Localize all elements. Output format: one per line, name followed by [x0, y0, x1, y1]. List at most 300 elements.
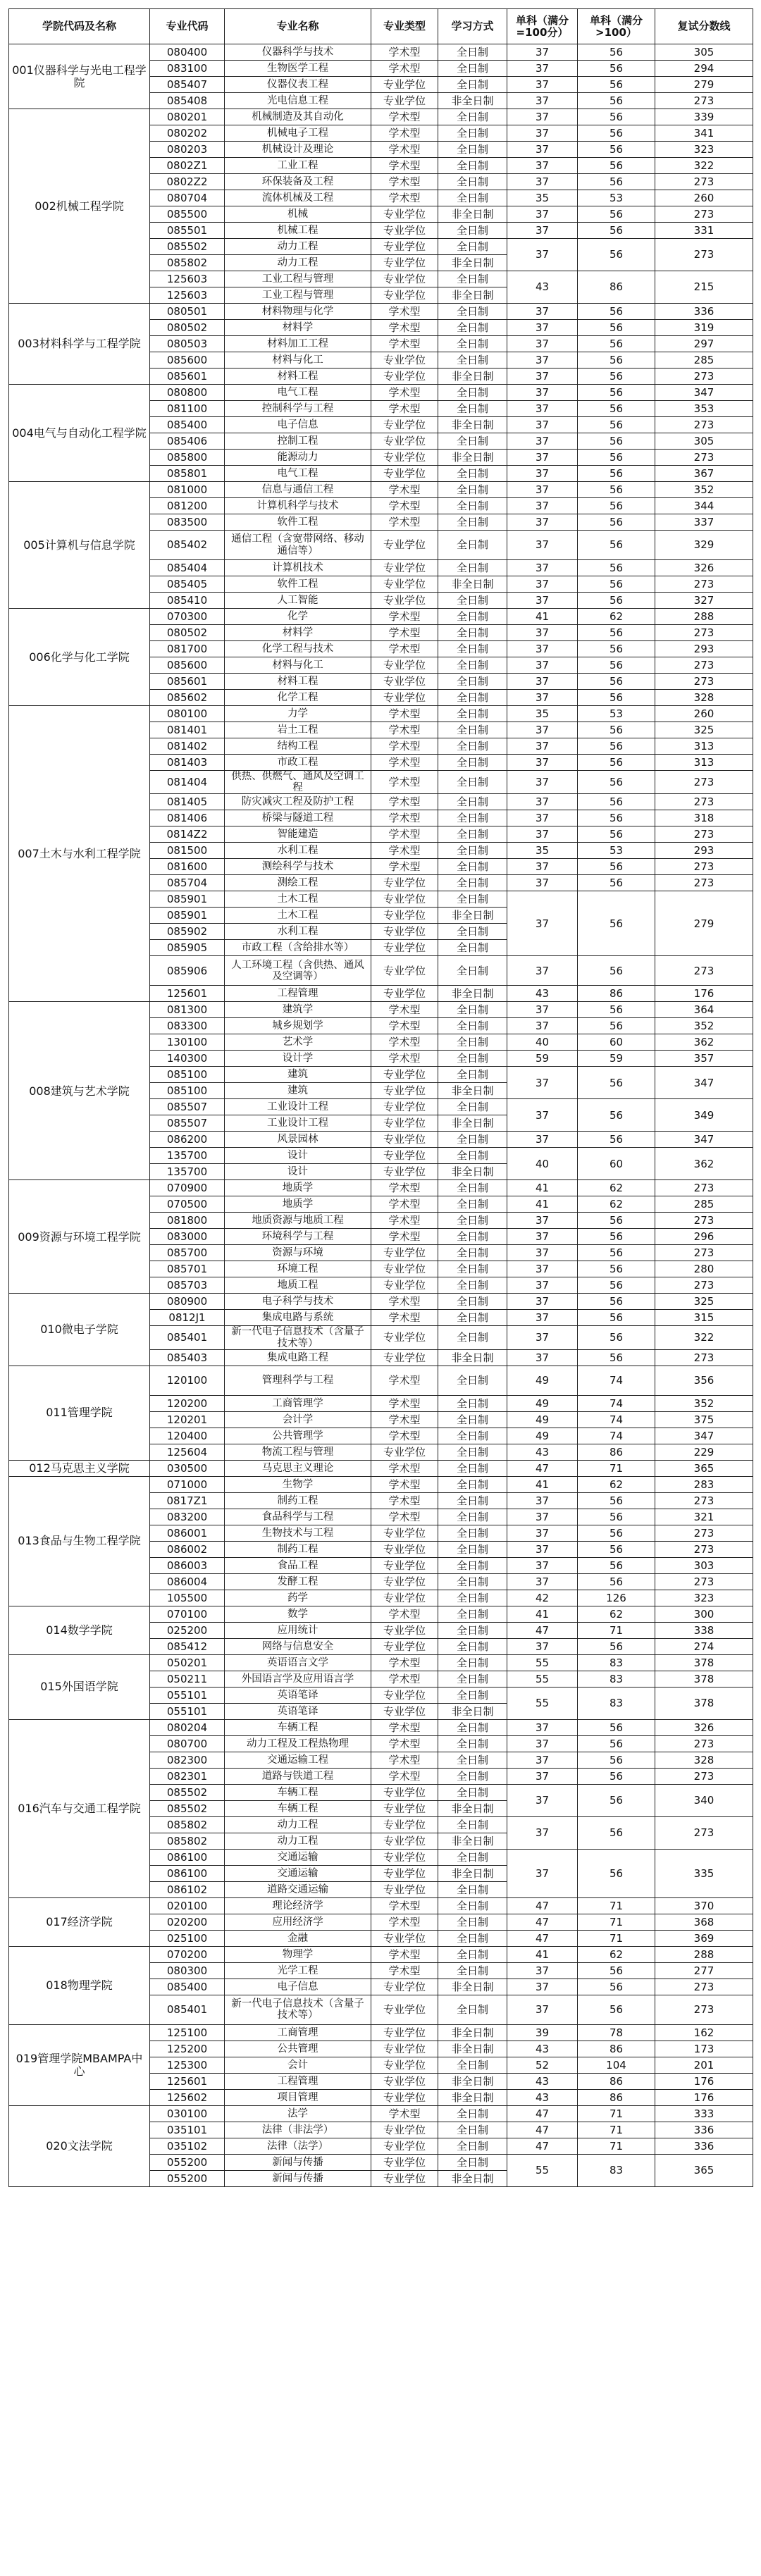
study-mode: 全日制 — [438, 859, 507, 875]
single-subject-over-100: 53 — [578, 190, 655, 206]
single-subject-100: 37 — [507, 1310, 578, 1326]
college-cell: 018物理学院 — [9, 1946, 150, 2024]
single-subject-over-100: 56 — [578, 61, 655, 77]
major-type: 学术型 — [371, 755, 438, 771]
retest-score: 201 — [655, 2057, 753, 2073]
major-code: 140300 — [150, 1051, 225, 1067]
major-code: 080300 — [150, 1962, 225, 1979]
major-type: 学术型 — [371, 336, 438, 352]
table-row — [9, 1719, 753, 1735]
major-type: 学术型 — [371, 1018, 438, 1034]
major-name: 马克思主义理论 — [225, 1460, 371, 1476]
single-subject-over-100: 56 — [578, 1638, 655, 1654]
study-mode: 全日制 — [438, 1245, 507, 1261]
retest-score: 352 — [655, 482, 753, 498]
major-name: 英语笔译 — [225, 1687, 371, 1703]
major-code: 085404 — [150, 560, 225, 576]
retest-score: 273 — [655, 1573, 753, 1590]
single-subject-100: 37 — [507, 1067, 578, 1099]
study-mode: 全日制 — [438, 44, 507, 61]
study-mode: 全日制 — [438, 1366, 507, 1395]
study-mode: 全日制 — [438, 1509, 507, 1525]
major-name: 生物医学工程 — [225, 61, 371, 77]
major-code: 055101 — [150, 1687, 225, 1703]
major-name: 材料与化工 — [225, 657, 371, 674]
study-mode: 全日制 — [438, 657, 507, 674]
major-type: 专业学位 — [371, 1541, 438, 1557]
major-code: 085100 — [150, 1067, 225, 1083]
major-type: 专业学位 — [371, 1573, 438, 1590]
header-retest-score: 复试分数线 — [655, 9, 753, 44]
study-mode: 全日制 — [438, 1816, 507, 1833]
retest-score: 279 — [655, 891, 753, 956]
single-subject-100: 40 — [507, 1148, 578, 1180]
major-code: 081800 — [150, 1213, 225, 1229]
single-subject-over-100: 56 — [578, 576, 655, 593]
major-code: 081406 — [150, 810, 225, 826]
single-subject-over-100: 56 — [578, 109, 655, 125]
major-code: 080800 — [150, 385, 225, 401]
major-type: 学术型 — [371, 1294, 438, 1310]
major-code: 120201 — [150, 1411, 225, 1428]
single-subject-over-100: 56 — [578, 320, 655, 336]
major-code: 020100 — [150, 1897, 225, 1914]
header-major-name: 专业名称 — [225, 9, 371, 44]
major-name: 车辆工程 — [225, 1800, 371, 1816]
retest-score: 273 — [655, 450, 753, 466]
major-code: 085502 — [150, 1784, 225, 1800]
major-type: 学术型 — [371, 61, 438, 77]
major-name: 应用经济学 — [225, 1914, 371, 1930]
retest-score: 273 — [655, 1768, 753, 1784]
major-name: 风景园林 — [225, 1132, 371, 1148]
single-subject-over-100: 56 — [578, 1132, 655, 1148]
study-mode: 全日制 — [438, 1213, 507, 1229]
major-type: 学术型 — [371, 125, 438, 142]
major-name: 地质学 — [225, 1180, 371, 1196]
study-mode: 非全日制 — [438, 287, 507, 304]
retest-score: 273 — [655, 1735, 753, 1752]
single-subject-over-100: 62 — [578, 1196, 655, 1213]
major-name: 交通运输工程 — [225, 1752, 371, 1768]
major-code: 105500 — [150, 1590, 225, 1606]
major-name: 材料物理与化学 — [225, 304, 371, 320]
major-code: 081405 — [150, 794, 225, 810]
major-name: 管理科学与工程 — [225, 1366, 371, 1395]
single-subject-100: 37 — [507, 738, 578, 755]
major-code: 085802 — [150, 1833, 225, 1849]
major-type: 学术型 — [371, 1476, 438, 1492]
single-subject-100: 37 — [507, 482, 578, 498]
retest-score: 378 — [655, 1654, 753, 1671]
major-type: 专业学位 — [371, 593, 438, 609]
major-name: 建筑 — [225, 1083, 371, 1099]
major-code: 085412 — [150, 1638, 225, 1654]
single-subject-100: 41 — [507, 1946, 578, 1962]
study-mode: 非全日制 — [438, 2024, 507, 2041]
major-type: 专业学位 — [371, 1245, 438, 1261]
major-type: 专业学位 — [371, 674, 438, 690]
major-type: 专业学位 — [371, 77, 438, 93]
retest-score: 297 — [655, 336, 753, 352]
major-type: 专业学位 — [371, 1148, 438, 1164]
study-mode: 全日制 — [438, 1444, 507, 1460]
major-type: 专业学位 — [371, 1525, 438, 1541]
retest-score: 375 — [655, 1411, 753, 1428]
table-row — [9, 304, 753, 320]
major-type: 学术型 — [371, 1735, 438, 1752]
single-subject-over-100: 74 — [578, 1428, 655, 1444]
major-type: 学术型 — [371, 1946, 438, 1962]
major-name: 工业工程 — [225, 158, 371, 174]
major-name: 岩土工程 — [225, 722, 371, 738]
study-mode: 全日制 — [438, 223, 507, 239]
major-type: 专业学位 — [371, 657, 438, 674]
major-type: 专业学位 — [371, 1277, 438, 1294]
major-name: 物流工程与管理 — [225, 1444, 371, 1460]
major-code: 035101 — [150, 2122, 225, 2138]
retest-score: 229 — [655, 1444, 753, 1460]
study-mode: 全日制 — [438, 1099, 507, 1115]
major-code: 080502 — [150, 625, 225, 641]
major-type: 专业学位 — [371, 1784, 438, 1800]
retest-score: 364 — [655, 1002, 753, 1018]
single-subject-over-100: 86 — [578, 2073, 655, 2089]
single-subject-over-100: 71 — [578, 1622, 655, 1638]
study-mode: 全日制 — [438, 1914, 507, 1930]
study-mode: 全日制 — [438, 1590, 507, 1606]
retest-score: 162 — [655, 2024, 753, 2041]
major-type: 专业学位 — [371, 417, 438, 433]
major-code: 070200 — [150, 1946, 225, 1962]
major-name: 市政工程（含给排水等） — [225, 940, 371, 956]
study-mode: 非全日制 — [438, 1703, 507, 1719]
major-code: 081403 — [150, 755, 225, 771]
major-code: 085410 — [150, 593, 225, 609]
study-mode: 全日制 — [438, 1395, 507, 1411]
single-subject-over-100: 56 — [578, 875, 655, 891]
retest-score: 273 — [655, 859, 753, 875]
retest-score: 273 — [655, 1277, 753, 1294]
major-name: 电子科学与技术 — [225, 1294, 371, 1310]
single-subject-100: 37 — [507, 875, 578, 891]
study-mode: 全日制 — [438, 514, 507, 531]
major-code: 050201 — [150, 1654, 225, 1671]
major-name: 环境工程 — [225, 1261, 371, 1277]
single-subject-over-100: 56 — [578, 1261, 655, 1277]
college-cell: 006化学与化工学院 — [9, 609, 150, 706]
single-subject-over-100: 56 — [578, 738, 655, 755]
major-name: 工商管理学 — [225, 1395, 371, 1411]
single-subject-100: 37 — [507, 690, 578, 706]
retest-score: 322 — [655, 1326, 753, 1349]
major-code: 085700 — [150, 1245, 225, 1261]
major-name: 集成电路工程 — [225, 1349, 371, 1366]
major-name: 动力工程 — [225, 1833, 371, 1849]
major-name: 理论经济学 — [225, 1897, 371, 1914]
single-subject-100: 41 — [507, 1476, 578, 1492]
major-type: 专业学位 — [371, 940, 438, 956]
retest-score: 370 — [655, 1897, 753, 1914]
retest-score: 331 — [655, 223, 753, 239]
single-subject-over-100: 83 — [578, 1654, 655, 1671]
single-subject-100: 37 — [507, 239, 578, 271]
single-subject-100: 43 — [507, 2089, 578, 2105]
college-cell: 008建筑与艺术学院 — [9, 1002, 150, 1180]
single-subject-over-100: 56 — [578, 891, 655, 956]
single-subject-100: 43 — [507, 2041, 578, 2057]
major-code: 085901 — [150, 908, 225, 924]
major-type: 学术型 — [371, 1606, 438, 1622]
major-type: 学术型 — [371, 1196, 438, 1213]
single-subject-over-100: 62 — [578, 1476, 655, 1492]
study-mode: 全日制 — [438, 826, 507, 843]
major-code: 071000 — [150, 1476, 225, 1492]
retest-score: 273 — [655, 1180, 753, 1196]
retest-score: 296 — [655, 1229, 753, 1245]
single-subject-100: 37 — [507, 142, 578, 158]
retest-score: 353 — [655, 401, 753, 417]
single-subject-over-100: 83 — [578, 1687, 655, 1719]
single-subject-over-100: 62 — [578, 1606, 655, 1622]
single-subject-100: 37 — [507, 1132, 578, 1148]
major-code: 120100 — [150, 1366, 225, 1395]
table-row — [9, 482, 753, 498]
college-cell: 019管理学院MBAMPA中心 — [9, 2024, 150, 2105]
retest-score: 273 — [655, 1816, 753, 1849]
major-name: 材料与化工 — [225, 352, 371, 369]
study-mode: 非全日制 — [438, 1865, 507, 1881]
retest-score: 328 — [655, 1752, 753, 1768]
study-mode: 全日制 — [438, 843, 507, 859]
college-cell: 003材料科学与工程学院 — [9, 304, 150, 385]
major-type: 学术型 — [371, 1654, 438, 1671]
single-subject-100: 55 — [507, 1671, 578, 1687]
major-code: 125601 — [150, 986, 225, 1002]
major-name: 控制工程 — [225, 433, 371, 450]
major-type: 学术型 — [371, 826, 438, 843]
major-type: 学术型 — [371, 1897, 438, 1914]
major-code: 050211 — [150, 1671, 225, 1687]
major-type: 专业学位 — [371, 690, 438, 706]
major-code: 125200 — [150, 2041, 225, 2057]
major-code: 085401 — [150, 1326, 225, 1349]
table-row — [9, 2105, 753, 2122]
major-name: 交通运输 — [225, 1865, 371, 1881]
single-subject-over-100: 56 — [578, 1735, 655, 1752]
major-code: 120400 — [150, 1428, 225, 1444]
major-code: 081200 — [150, 498, 225, 514]
single-subject-over-100: 56 — [578, 352, 655, 369]
study-mode: 全日制 — [438, 531, 507, 560]
single-subject-over-100: 56 — [578, 560, 655, 576]
major-code: 035102 — [150, 2138, 225, 2154]
single-subject-over-100: 71 — [578, 1930, 655, 1946]
study-mode: 全日制 — [438, 794, 507, 810]
single-subject-100: 42 — [507, 1590, 578, 1606]
single-subject-100: 37 — [507, 1294, 578, 1310]
major-type: 专业学位 — [371, 255, 438, 271]
header-major-code: 专业代码 — [150, 9, 225, 44]
single-subject-100: 37 — [507, 514, 578, 531]
major-type: 专业学位 — [371, 287, 438, 304]
major-name: 食品科学与工程 — [225, 1509, 371, 1525]
single-subject-100: 37 — [507, 1768, 578, 1784]
major-name: 材料工程 — [225, 369, 371, 385]
single-subject-over-100: 126 — [578, 1590, 655, 1606]
major-code: 080100 — [150, 706, 225, 722]
retest-score: 176 — [655, 2073, 753, 2089]
single-subject-100: 37 — [507, 1245, 578, 1261]
major-name: 生物学 — [225, 1476, 371, 1492]
single-subject-over-100: 56 — [578, 1962, 655, 1979]
study-mode: 全日制 — [438, 385, 507, 401]
major-name: 法学 — [225, 2105, 371, 2122]
major-name: 公共管理 — [225, 2041, 371, 2057]
major-type: 专业学位 — [371, 1865, 438, 1881]
study-mode: 全日制 — [438, 2138, 507, 2154]
single-subject-100: 37 — [507, 1213, 578, 1229]
study-mode: 非全日制 — [438, 417, 507, 433]
major-type: 学术型 — [371, 609, 438, 625]
single-subject-over-100: 56 — [578, 593, 655, 609]
retest-score: 273 — [655, 239, 753, 271]
single-subject-over-100: 56 — [578, 433, 655, 450]
major-type: 专业学位 — [371, 1979, 438, 1995]
study-mode: 全日制 — [438, 1557, 507, 1573]
study-mode: 全日制 — [438, 352, 507, 369]
study-mode: 全日制 — [438, 625, 507, 641]
major-type: 专业学位 — [371, 2073, 438, 2089]
single-subject-over-100: 56 — [578, 482, 655, 498]
study-mode: 全日制 — [438, 674, 507, 690]
major-type: 学术型 — [371, 158, 438, 174]
retest-score: 285 — [655, 352, 753, 369]
single-subject-over-100: 56 — [578, 1995, 655, 2024]
single-subject-100: 37 — [507, 223, 578, 239]
single-subject-over-100: 56 — [578, 956, 655, 986]
major-name: 计算机技术 — [225, 560, 371, 576]
major-code: 125100 — [150, 2024, 225, 2041]
study-mode: 非全日制 — [438, 369, 507, 385]
study-mode: 非全日制 — [438, 450, 507, 466]
major-type: 专业学位 — [371, 1849, 438, 1865]
study-mode: 全日制 — [438, 1946, 507, 1962]
study-mode: 全日制 — [438, 158, 507, 174]
retest-score: 328 — [655, 690, 753, 706]
header-college: 学院代码及名称 — [9, 9, 150, 44]
study-mode: 全日制 — [438, 690, 507, 706]
retest-score: 273 — [655, 369, 753, 385]
study-mode: 全日制 — [438, 1671, 507, 1687]
major-name: 人工环境工程（含供热、通风及空调等） — [225, 956, 371, 986]
major-type: 专业学位 — [371, 1800, 438, 1816]
major-name: 供热、供燃气、通风及空调工程 — [225, 771, 371, 794]
single-subject-100: 40 — [507, 1034, 578, 1051]
single-subject-100: 37 — [507, 369, 578, 385]
major-code: 025100 — [150, 1930, 225, 1946]
single-subject-over-100: 71 — [578, 1460, 655, 1476]
major-name: 集成电路与系统 — [225, 1310, 371, 1326]
major-code: 0812J1 — [150, 1310, 225, 1326]
study-mode: 全日制 — [438, 1067, 507, 1083]
major-code: 085507 — [150, 1099, 225, 1115]
single-subject-100: 47 — [507, 2138, 578, 2154]
major-type: 专业学位 — [371, 2041, 438, 2057]
major-code: 081600 — [150, 859, 225, 875]
major-type: 专业学位 — [371, 2122, 438, 2138]
major-name: 动力工程 — [225, 255, 371, 271]
retest-score: 336 — [655, 304, 753, 320]
single-subject-over-100: 56 — [578, 1509, 655, 1525]
major-code: 085408 — [150, 93, 225, 109]
major-name: 仪器仪表工程 — [225, 77, 371, 93]
major-code: 081100 — [150, 401, 225, 417]
major-code: 083300 — [150, 1018, 225, 1034]
major-type: 学术型 — [371, 174, 438, 190]
major-code: 070500 — [150, 1196, 225, 1213]
single-subject-over-100: 86 — [578, 2041, 655, 2057]
study-mode: 全日制 — [438, 1294, 507, 1310]
major-code: 081402 — [150, 738, 225, 755]
major-code: 085906 — [150, 956, 225, 986]
retest-score: 344 — [655, 498, 753, 514]
single-subject-100: 37 — [507, 77, 578, 93]
retest-score: 273 — [655, 174, 753, 190]
major-type: 学术型 — [371, 320, 438, 336]
study-mode: 全日制 — [438, 1638, 507, 1654]
major-type: 专业学位 — [371, 271, 438, 287]
major-code: 020200 — [150, 1914, 225, 1930]
major-code: 135700 — [150, 1148, 225, 1164]
study-mode: 非全日制 — [438, 1979, 507, 1995]
study-mode: 全日制 — [438, 2105, 507, 2122]
single-subject-100: 37 — [507, 320, 578, 336]
major-code: 082301 — [150, 1768, 225, 1784]
single-subject-over-100: 56 — [578, 657, 655, 674]
major-code: 085502 — [150, 1800, 225, 1816]
single-subject-over-100: 56 — [578, 1018, 655, 1034]
table-row — [9, 1002, 753, 1018]
retest-score: 273 — [655, 1979, 753, 1995]
major-code: 080202 — [150, 125, 225, 142]
major-name: 网络与信息安全 — [225, 1638, 371, 1654]
single-subject-over-100: 56 — [578, 794, 655, 810]
retest-score: 273 — [655, 794, 753, 810]
retest-score: 365 — [655, 1460, 753, 1476]
retest-score: 274 — [655, 1638, 753, 1654]
major-type: 专业学位 — [371, 986, 438, 1002]
major-type: 专业学位 — [371, 1164, 438, 1180]
study-mode: 全日制 — [438, 1180, 507, 1196]
major-name: 地质工程 — [225, 1277, 371, 1294]
table-row — [9, 1606, 753, 1622]
single-subject-over-100: 56 — [578, 1277, 655, 1294]
retest-score: 336 — [655, 2138, 753, 2154]
major-name: 英语语言文学 — [225, 1654, 371, 1671]
retest-score: 326 — [655, 1719, 753, 1735]
major-type: 专业学位 — [371, 908, 438, 924]
study-mode: 全日制 — [438, 706, 507, 722]
study-mode: 全日制 — [438, 2154, 507, 2170]
study-mode: 全日制 — [438, 891, 507, 908]
major-type: 专业学位 — [371, 576, 438, 593]
study-mode: 全日制 — [438, 1541, 507, 1557]
major-name: 能源动力 — [225, 450, 371, 466]
major-name: 城乡规划学 — [225, 1018, 371, 1034]
major-code: 085901 — [150, 891, 225, 908]
major-type: 专业学位 — [371, 875, 438, 891]
